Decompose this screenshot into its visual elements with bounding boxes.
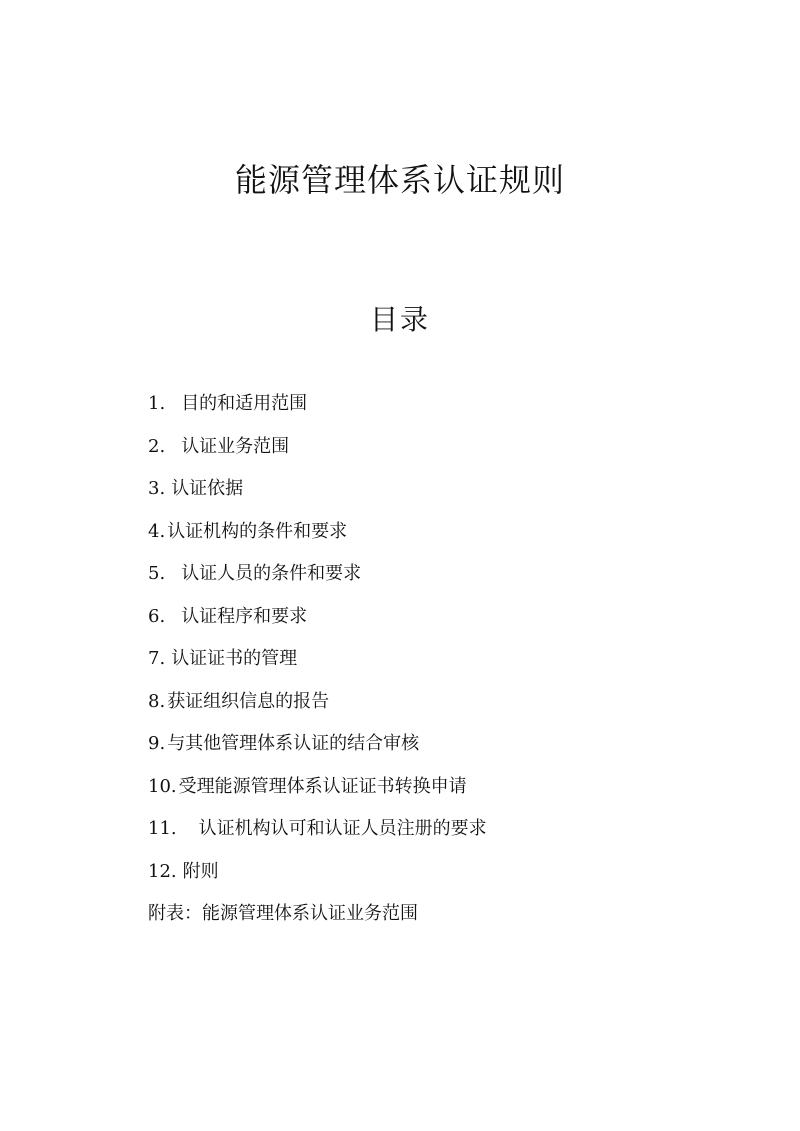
toc-item-number: 12.	[148, 860, 177, 882]
toc-item-12[interactable]	[148, 860, 487, 884]
toc-item-number: 6.	[148, 605, 166, 627]
document-title: 能源管理体系认证规则	[234, 161, 565, 199]
toc-item-number: 8.	[148, 690, 166, 712]
toc-item-label: 受理能源管理体系认证证书转换申请	[178, 775, 467, 797]
toc-item-label: 获证组织信息的报告	[167, 690, 330, 712]
toc-item-number: 9.	[148, 733, 166, 754]
toc-item-label: 认证业务范围	[181, 435, 290, 457]
toc-item-appendix[interactable]	[148, 902, 487, 926]
toc-item-4[interactable]	[148, 520, 487, 544]
toc-item-number: 4.	[148, 520, 166, 542]
toc-item-3[interactable]	[148, 477, 487, 501]
toc-item-9[interactable]	[148, 732, 487, 756]
toc-item-2[interactable]	[148, 435, 487, 459]
toc-item-number: 5.	[148, 563, 166, 584]
toc-item-label: 认证机构的条件和要求	[167, 520, 348, 542]
toc-item-label: 认证机构认可和认证人员注册的要求	[198, 818, 487, 839]
toc-item-5[interactable]	[148, 562, 487, 586]
toc-item-11[interactable]	[148, 817, 487, 841]
toc-item-10[interactable]	[148, 775, 487, 799]
toc-item-label: 认证程序和要求	[181, 605, 308, 627]
toc-item-label: 附则	[182, 860, 219, 882]
toc-item-label: 与其他管理体系认证的结合审核	[167, 733, 420, 754]
toc-item-number: 2.	[148, 435, 166, 457]
toc-item-1[interactable]	[148, 392, 487, 416]
table-of-contents	[148, 392, 487, 945]
toc-item-label: 能源管理体系认证业务范围	[202, 903, 418, 924]
toc-item-number: 附表：	[148, 903, 202, 924]
toc-heading: 目录	[369, 303, 430, 336]
toc-item-number: 1.	[148, 393, 166, 414]
toc-item-number: 7.	[148, 648, 166, 669]
toc-item-6[interactable]	[148, 605, 487, 629]
toc-item-label: 认证依据	[171, 478, 244, 499]
toc-item-8[interactable]	[148, 690, 487, 714]
toc-item-number: 10.	[148, 775, 177, 797]
toc-item-number: 3.	[148, 478, 166, 499]
toc-item-7[interactable]	[148, 647, 487, 671]
toc-item-label: 目的和适用范围	[181, 393, 308, 414]
toc-item-label: 认证人员的条件和要求	[181, 563, 362, 584]
toc-item-number: 11.	[148, 818, 177, 839]
toc-item-label: 认证证书的管理	[171, 648, 298, 669]
